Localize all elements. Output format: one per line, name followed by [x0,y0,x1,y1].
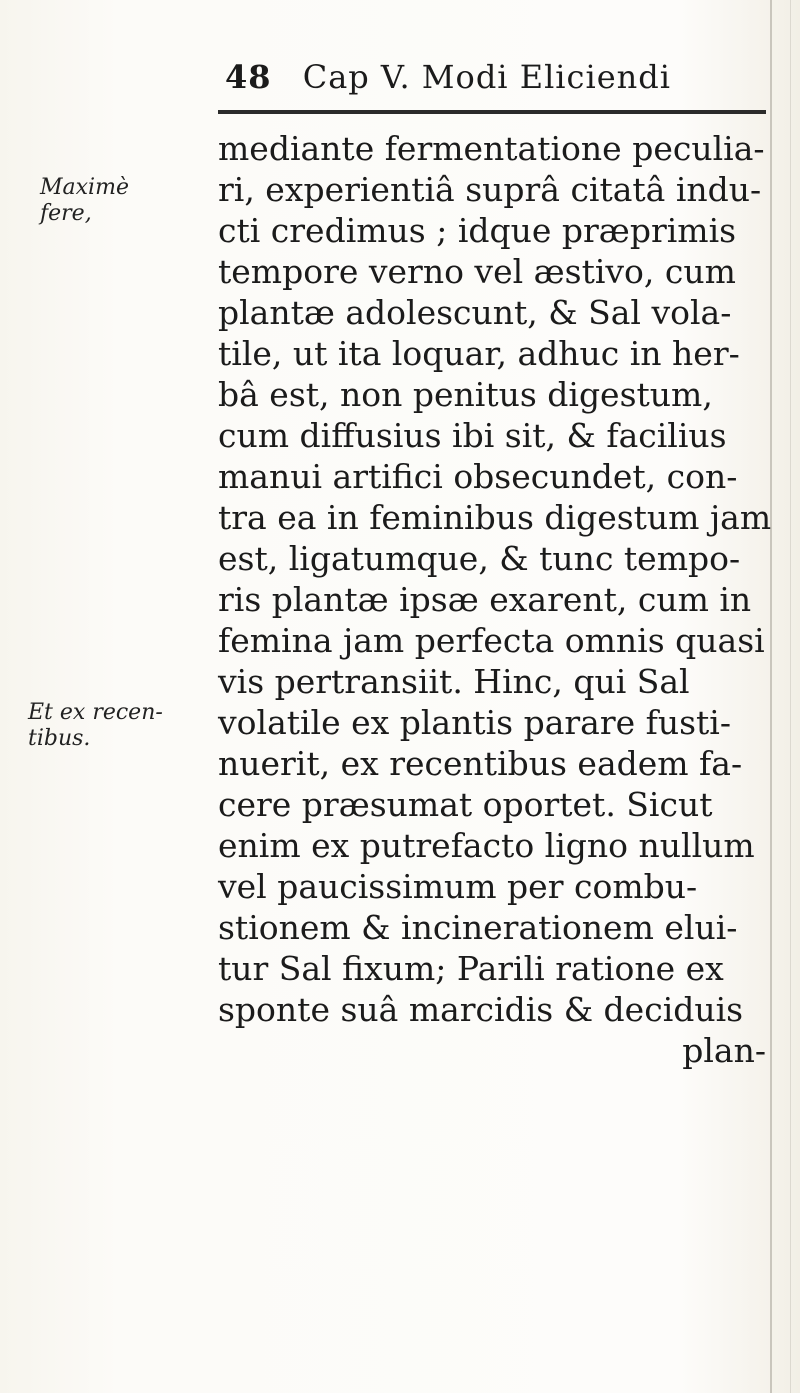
text-line: tempore verno vel æstivo, cum [218,252,736,291]
text-line: enim ex putrefacto ligno nullum [218,826,755,865]
margin-note [28,700,163,752]
running-title: Cap V. Modi Eliciendi [302,58,671,96]
body-text [218,128,778,1071]
page-edge-outer [790,0,791,1393]
text-line: vis pertransiit. Hinc, qui Sal [218,662,690,701]
catchword: plan- [682,1031,766,1070]
margin-note [40,175,129,227]
text-line: cum diffusius ibi sit, & facilius [218,416,727,455]
text-line: vel paucissimum per combu- [218,867,698,906]
text-line: mediante fermentatione peculia- [218,129,765,168]
text-line: plantæ adolescunt, & Sal vola- [218,293,732,332]
margin-note-line: Et ex recen- [28,700,163,725]
header-rule [218,110,766,114]
margin-note-line: Maximè [40,175,129,200]
page-number: 48 [225,58,272,96]
text-line: sponte suâ marcidis & deciduis [218,990,744,1029]
text-line: femina jam perfecta omnis quasi [218,621,765,660]
text-line: nuerit, ex recentibus eadem fa- [218,744,743,783]
text-line: volatile ex plantis parare fusti- [218,703,732,742]
text-line: tile, ut ita loquar, adhuc in her- [218,334,740,373]
text-line: manui artifici obsecundet, con- [218,457,738,496]
text-line: tur Sal fixum; Parili ratione ex [218,949,724,988]
text-line: bâ est, non penitus digestum, [218,375,713,414]
margin-note-line: tibus. [28,726,91,751]
text-line: ri, experientiâ suprâ citatâ indu- [218,170,762,209]
text-line: est, ligatumque, & tunc tempo- [218,539,741,578]
margin-note-line: fere, [40,201,92,226]
text-line: cere præsumat oportet. Sicut [218,785,713,824]
text-line: cti credimus ; idque præprimis [218,211,737,250]
running-header [225,58,765,96]
text-line: ris plantæ ipsæ exarent, cum in [218,580,752,619]
text-line: tra ea in feminibus digestum jam [218,498,772,537]
text-line: stionem & incinerationem elui- [218,908,738,947]
